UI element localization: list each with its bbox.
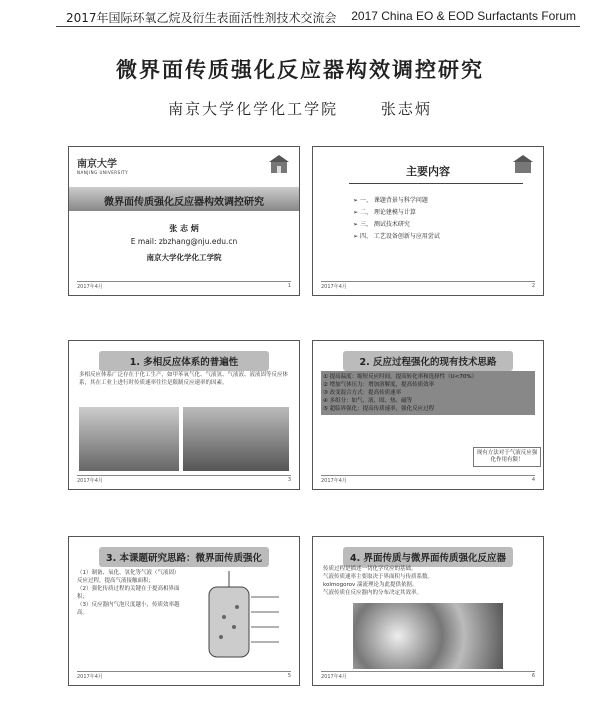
slide-title: 4. 界面传质与微界面传质强化反应器 bbox=[343, 547, 513, 567]
page-header bbox=[0, 0, 600, 30]
slide-4 bbox=[312, 340, 544, 490]
slide-footer: 2017年4月 2 bbox=[321, 283, 535, 290]
author-line bbox=[0, 98, 600, 119]
header-left: 2017年国际环氧乙烷及衍生表面活性剂技术交流会 bbox=[66, 11, 337, 25]
page-title: 微界面传质强化反应器构效调控研究 bbox=[116, 58, 484, 82]
outline-item: ➢ 四、 工艺设备创新与应用尝试 bbox=[353, 233, 440, 240]
slide-title: 微界面传质强化反应器构效调控研究 bbox=[104, 197, 264, 208]
slide-5 bbox=[68, 536, 300, 686]
slide-footer: 2017年4月 4 bbox=[321, 477, 535, 484]
slide-3 bbox=[68, 340, 300, 490]
slide-text: 多相反应体系广泛存在于化工生产，如甲苯氧气化、气液氢、气液液、液液固等反应体系，其在工业上进行时传质速率往往是限制反应速率的因素。 bbox=[79, 372, 289, 386]
outline-item: ➢ 一、 课题背景与科学问题 bbox=[353, 197, 428, 204]
reactor-photo bbox=[183, 407, 289, 471]
slide-institution: 南京大学化学化工学院 bbox=[146, 253, 222, 262]
outline-item: ➢ 三、 测试技术研究 bbox=[353, 221, 410, 228]
slide-footer: 2017年4月 6 bbox=[321, 673, 535, 680]
outline-list bbox=[353, 195, 440, 243]
slide-2 bbox=[312, 146, 544, 296]
slide-text: 传质过程是描述一切化学反应的基础。 气液传质速率主要取决于界面积与传质系数。 kolmogorov 湍流理论为此提供依据。 气液传质在反应器内的分布决定其效率。 bbox=[323, 566, 434, 596]
university-logo: 南京大学 NANJING UNIVERSITY bbox=[77, 159, 129, 175]
slide-1 bbox=[68, 146, 300, 296]
turbulence-image bbox=[353, 603, 503, 669]
slide-footer: 2017年4月 3 bbox=[77, 477, 291, 484]
reactor-diagram bbox=[189, 567, 289, 667]
side-note: 现有方法对于气液反应强化作用有限！ bbox=[473, 447, 541, 467]
building-icon bbox=[267, 153, 291, 175]
slide-footer: 2017年4月 1 bbox=[77, 283, 291, 290]
slide-text: ① 提高温度：缩短反应时间，提高转化率和选择性（U<70%） ② 增加气体压力：增加溶解度，提高传质效率 ③ 改变混合方式：提高传质速率 ④ 多组分：如气、液、固、热、磁等 ⑤ 超临界强化：提高传质速率，强化反应过程 bbox=[321, 371, 535, 415]
slide-author: 张 志 炳 bbox=[169, 224, 199, 233]
slide-title: 主要内容 bbox=[406, 165, 450, 178]
outline-item: ➢ 二、 理论建模与计算 bbox=[353, 209, 416, 216]
slide-title: 3. 本课题研究思路：微界面传质强化 bbox=[99, 547, 269, 567]
slide-6 bbox=[312, 536, 544, 686]
institution: 南京大学化学化工学院 bbox=[168, 100, 339, 118]
header-right: 2017 China EO & EOD Surfactants Forum bbox=[351, 9, 576, 23]
slide-title: 1. 多相反应体系的普遍性 bbox=[99, 351, 269, 371]
header-rule bbox=[56, 26, 580, 27]
title-rule bbox=[349, 183, 523, 184]
slide-footer: 2017年4月 5 bbox=[77, 673, 291, 680]
plant-photo bbox=[79, 407, 179, 471]
slide-title: 2. 反应过程强化的现有技术思路 bbox=[343, 351, 513, 371]
author-name: 张志炳 bbox=[380, 100, 432, 118]
slide-text: （1）制备、氧化、氢化等气液（气液固）反应过程，提高气液接触面积； （2）强化传质过程的关键在于提高相界面积； （3）反应器内气泡尺度越小，传质效率越高。 bbox=[77, 570, 180, 616]
slide-email: E mail: zbzhang@nju.edu.cn bbox=[130, 237, 238, 246]
